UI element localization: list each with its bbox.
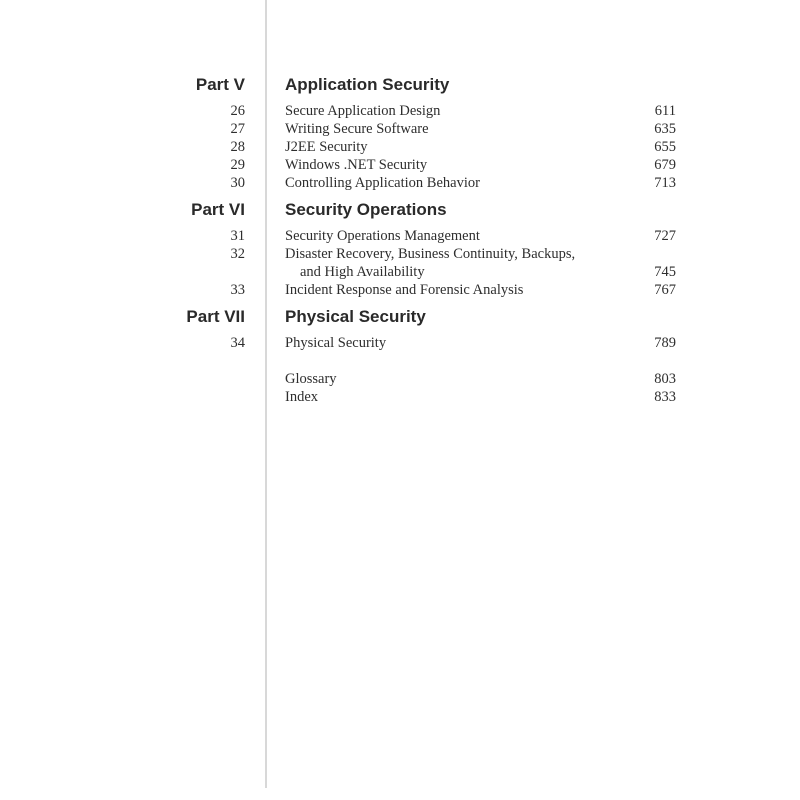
part-title: Application Security bbox=[285, 75, 450, 94]
chapter-title: Secure Application Design bbox=[285, 103, 441, 119]
chapter-title: Security Operations Management bbox=[285, 228, 480, 244]
part-label: Part VII bbox=[186, 307, 245, 326]
page-number: 789 bbox=[654, 335, 676, 351]
page-number: 767 bbox=[654, 282, 676, 298]
page-number: 679 bbox=[654, 157, 676, 173]
chapter-title: Disaster Recovery, Business Continuity, Backups, bbox=[285, 246, 576, 262]
chapter-title: Physical Security bbox=[285, 335, 387, 351]
chapter-number: 27 bbox=[230, 121, 245, 137]
column-divider bbox=[265, 0, 267, 788]
page-number: 727 bbox=[654, 228, 676, 244]
page-number: 833 bbox=[654, 389, 676, 405]
chapter-title: Writing Secure Software bbox=[285, 121, 429, 137]
part-title: Security Operations bbox=[285, 200, 447, 219]
part-label: Part VI bbox=[191, 200, 245, 219]
chapter-title: Windows .NET Security bbox=[285, 157, 428, 173]
back-matter-title: Index bbox=[285, 389, 319, 405]
chapter-title: Controlling Application Behavior bbox=[285, 175, 480, 191]
page-number: 655 bbox=[654, 139, 676, 155]
chapter-title: Incident Response and Forensic Analysis bbox=[285, 282, 524, 298]
chapter-number: 26 bbox=[230, 103, 245, 119]
page-number: 611 bbox=[654, 103, 676, 119]
part-label: Part V bbox=[195, 75, 245, 94]
chapter-number: 31 bbox=[230, 228, 245, 244]
part-title: Physical Security bbox=[285, 307, 426, 326]
chapter-number: 32 bbox=[230, 246, 245, 262]
chapter-title-continuation: and High Availability bbox=[300, 264, 425, 280]
page-number: 745 bbox=[654, 264, 676, 280]
back-matter-title: Glossary bbox=[285, 371, 337, 387]
chapter-number: 30 bbox=[230, 175, 245, 191]
chapter-title: J2EE Security bbox=[285, 139, 368, 155]
page-number: 803 bbox=[654, 371, 676, 387]
page-number: 713 bbox=[654, 175, 676, 191]
chapter-number: 28 bbox=[230, 139, 245, 155]
chapter-number: 29 bbox=[230, 157, 245, 173]
chapter-number: 33 bbox=[230, 282, 245, 298]
chapter-number: 34 bbox=[230, 335, 245, 351]
page-number: 635 bbox=[654, 121, 676, 137]
